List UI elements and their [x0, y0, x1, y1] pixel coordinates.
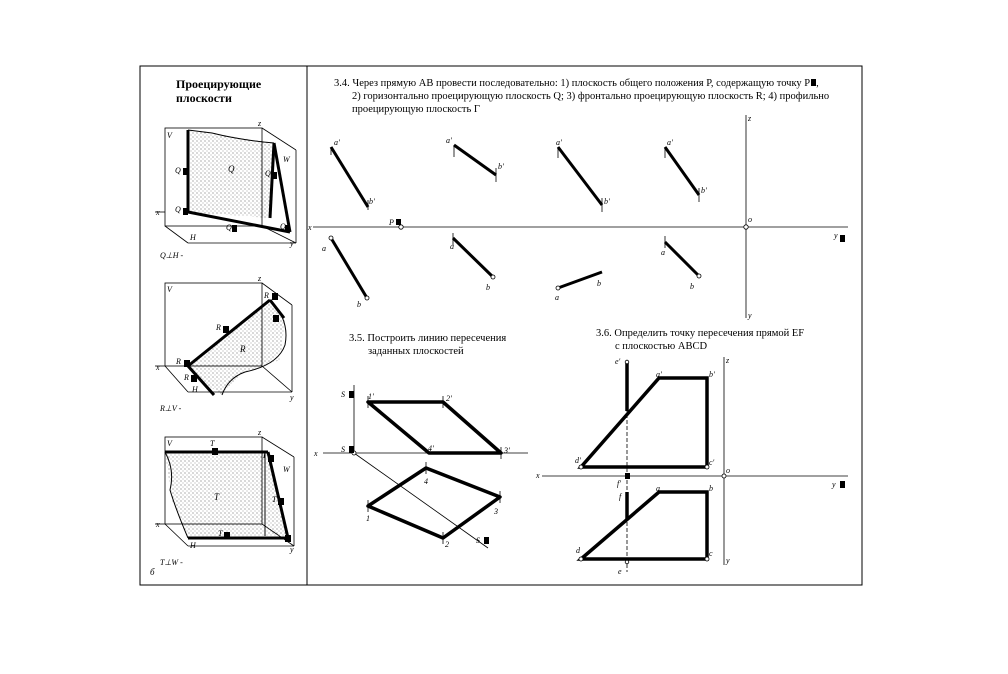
task-3-5-diagram: [313, 385, 528, 549]
label-b: b: [597, 279, 601, 288]
task-3-6-line2: с плоскостью ABCD: [615, 341, 708, 352]
label-q4: Q: [226, 223, 232, 232]
task-3-5-line1: 3.5. Построить линию пересечения: [349, 333, 507, 344]
label-x: x: [536, 471, 540, 480]
label-b: b: [690, 282, 694, 291]
label-s2: S: [341, 445, 345, 454]
label-r2: R: [176, 357, 181, 366]
label-f: f: [619, 492, 622, 501]
label-3p: 3': [504, 446, 510, 455]
label-h: H: [192, 385, 198, 394]
label-w: W: [283, 465, 290, 474]
label-v: V: [167, 439, 172, 448]
side-title-line2: плоскости: [176, 91, 232, 105]
task-3-6-diagram: [535, 356, 848, 576]
label-a1: a': [667, 138, 673, 147]
label-v: V: [167, 285, 172, 294]
label-x: x: [314, 449, 318, 458]
task-3-4-diagram: [307, 114, 848, 320]
label-y: y: [290, 393, 294, 402]
label-2p: 2': [446, 394, 452, 403]
task-3-5-line2: заданных плоскостей: [368, 346, 464, 357]
label-o: o: [748, 215, 752, 224]
label-x: x: [156, 363, 160, 372]
diagram-t-plane: [150, 428, 294, 577]
label-b: b: [709, 484, 713, 493]
caption-t: T⊥W -: [160, 558, 183, 567]
label-e1: e': [615, 357, 621, 366]
label-v: V: [167, 131, 172, 140]
label-b1: b': [498, 162, 504, 171]
label-z: z: [258, 119, 262, 128]
task-3-6-text: [596, 327, 804, 353]
label-r1: R: [216, 323, 221, 332]
label-1p: 1': [368, 392, 374, 401]
label-q1: Q: [175, 166, 181, 175]
label-y1: y: [832, 480, 836, 489]
letter-b: б: [150, 567, 155, 577]
label-b1: b': [701, 186, 707, 195]
label-a1: a': [556, 138, 562, 147]
label-b1: b': [604, 197, 610, 206]
label-c1: c': [709, 458, 715, 467]
task-3-6-line1: 3.6. Определить точку пересечения прямой EF: [596, 328, 805, 339]
label-4: 4: [424, 477, 428, 486]
label-b1: b': [709, 370, 715, 379]
task-3-4-line1: 3.4. Через прямую AB провести последовательно: 1) плоскость общего положения P, содержащую точку P: [334, 78, 811, 89]
label-b: b: [357, 300, 361, 309]
label-x: x: [156, 208, 160, 217]
label-a: a: [450, 242, 454, 251]
label-q3: Q: [265, 169, 271, 178]
label-t1: T: [210, 439, 215, 448]
label-h: H: [190, 233, 196, 242]
label-h: H: [190, 541, 196, 550]
caption-q: Q⊥H -: [160, 251, 184, 260]
label-y2: y: [726, 556, 730, 565]
label-d: d: [576, 546, 580, 555]
label-t4: T: [218, 529, 223, 538]
p-marker: [811, 79, 816, 86]
label-x: x: [308, 223, 312, 232]
label-y: y: [290, 239, 294, 248]
side-title: [168, 77, 261, 105]
label-4p: 4': [428, 444, 434, 453]
side-title-line1: Проецирующие: [176, 77, 262, 91]
label-a1: a': [334, 138, 340, 147]
label-y: y: [290, 545, 294, 554]
label-t2: T: [262, 451, 267, 460]
task-3-5-text: [349, 332, 506, 358]
caption-r: R⊥V -: [160, 404, 182, 413]
label-r3: R: [184, 373, 189, 382]
diagram-q-plane: [155, 119, 296, 260]
label-3: 3: [494, 507, 498, 516]
label-q5: Q: [280, 222, 286, 231]
label-f1: f': [617, 479, 621, 488]
label-b: b: [486, 283, 490, 292]
label-t-plane: T: [214, 492, 220, 502]
label-e: e: [618, 567, 622, 576]
label-x: x: [156, 520, 160, 529]
label-a1: a': [656, 370, 662, 379]
label-y2: y: [748, 311, 752, 320]
label-o: o: [726, 466, 730, 475]
task-3-4-line2: 2) горизонтально проецирующую плоскость Q; 3) фронтально проецирующую плоскость R; 4) профильно: [352, 91, 830, 102]
label-b1: b': [369, 197, 375, 206]
label-r4: R: [264, 291, 269, 300]
label-a1: a': [446, 136, 452, 145]
label-1: 1: [366, 514, 370, 523]
diagram-r-plane: [155, 274, 294, 413]
label-a: a: [322, 244, 326, 253]
label-q-plane: Q: [228, 164, 235, 174]
label-z: z: [726, 356, 730, 365]
label-a: a: [661, 248, 665, 257]
task-3-4-line3: проецирующую плоскость Г: [352, 104, 480, 115]
label-q2: Q: [175, 205, 181, 214]
label-z: z: [258, 428, 262, 437]
task-3-4-text: 3.4. Через прямую AB провести последовательно: 1) плоскость общего положения P, содержащую точку P , 2) горизонтально проецирующую плоскость Q; 3) фронтально проецирующую плоскость R; 4) профильно проецирующую плоскость Г: [334, 78, 830, 115]
label-s1: S: [341, 390, 345, 399]
label-c: c: [709, 549, 713, 558]
label-r-plane: R: [240, 344, 246, 354]
label-z: z: [748, 114, 752, 123]
label-s3: S: [476, 536, 480, 545]
label-a: a: [656, 484, 660, 493]
label-w: W: [283, 155, 290, 164]
label-z: z: [258, 274, 262, 283]
label-y1: y: [834, 231, 838, 240]
label-d1: d': [575, 456, 581, 465]
label-a: a: [555, 293, 559, 302]
label-t3: T: [272, 495, 277, 504]
label-2: 2: [445, 540, 449, 549]
label-p: P: [389, 218, 394, 227]
